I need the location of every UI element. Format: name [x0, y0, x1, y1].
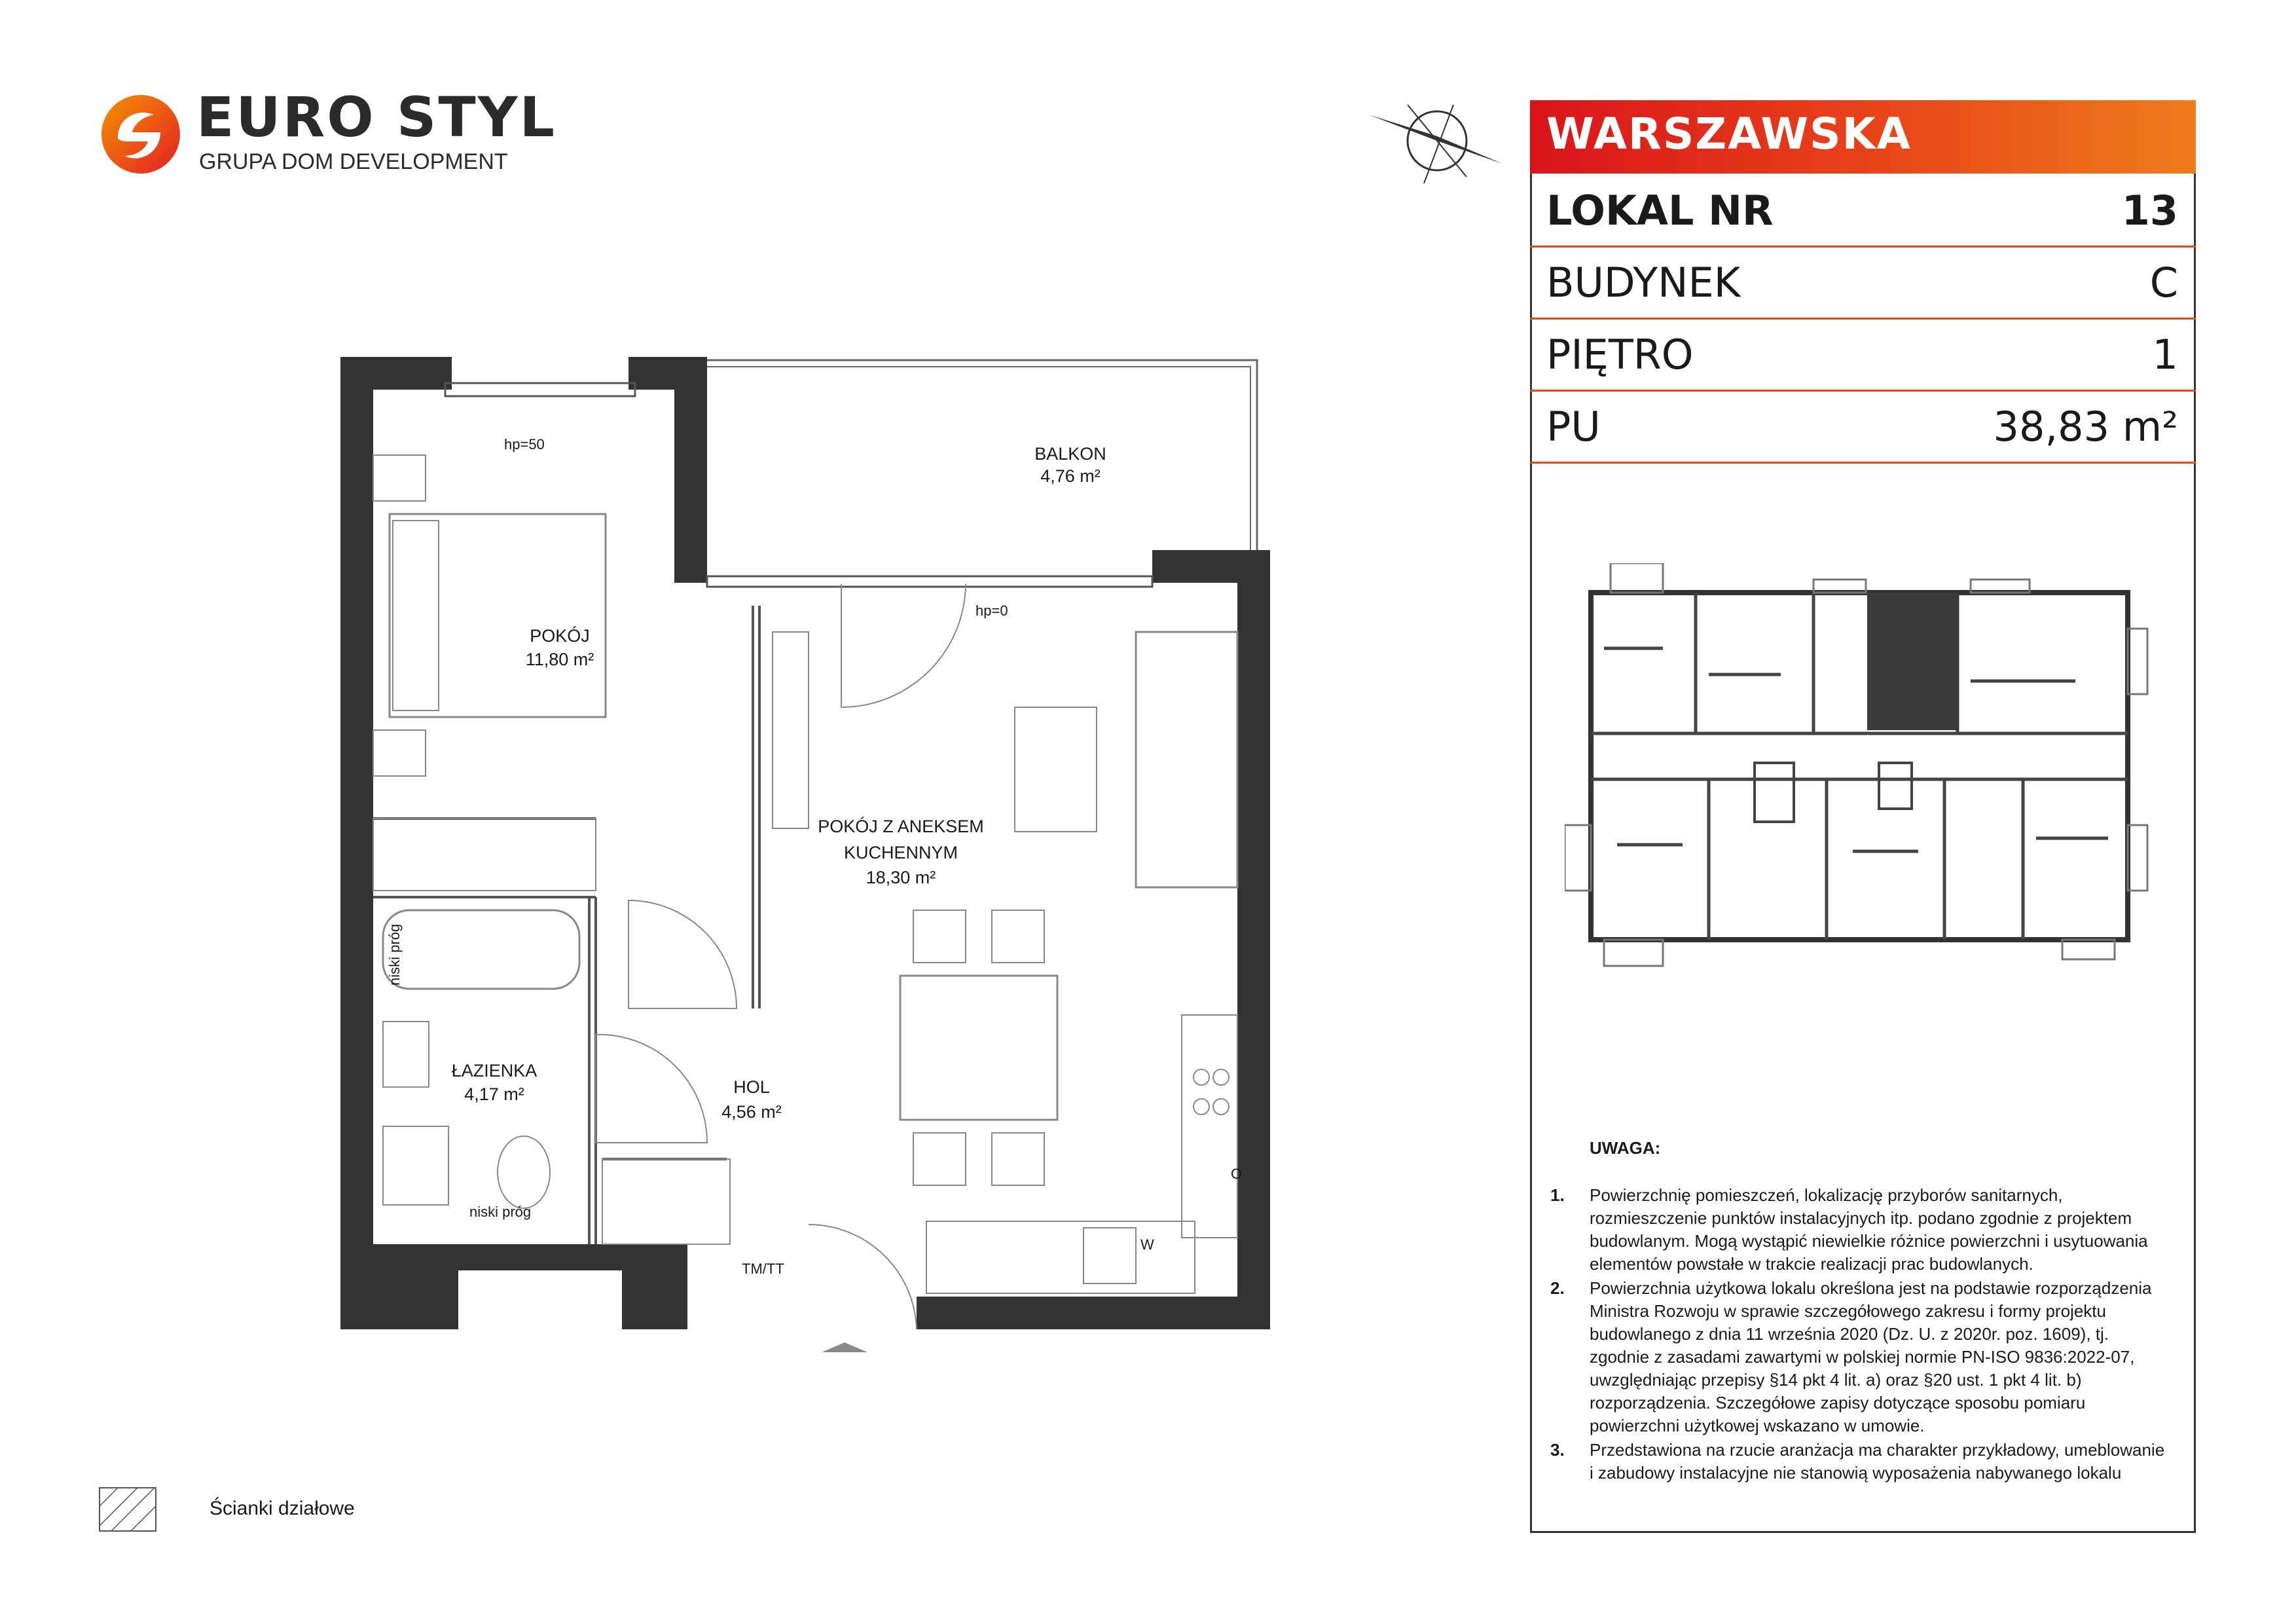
note-number: 3.: [1550, 1440, 1565, 1460]
vent-label: O: [1231, 1166, 1243, 1182]
low-threshold-label: niski próg: [386, 923, 403, 986]
row-divider: [1530, 318, 2196, 320]
note-text: Przedstawiona na rzucie aranżacja ma charakter przykładowy, umeblowanie i zabudowy instalacyjne nie stanowią wyposażenia nabywanego lokalu: [1590, 1440, 2165, 1483]
compass: [1362, 92, 1512, 190]
meter-label: TM/TT: [742, 1261, 784, 1277]
usable-area-value: 38,83 m²: [1993, 403, 2178, 451]
note-text: Powierzchnię pomieszczeń, lokalizację przyborów sanitarnych, rozmieszczenie punktów instalacyjnych itp. podano zgodnie z projektem budowlanym. Mogą wystąpić niewielkie różnice powierzchni i usytuowania elementów powstałe w trakcie realizacji prac budowlanych.: [1590, 1185, 2148, 1274]
note-number: 1.: [1550, 1185, 1565, 1205]
building-label: BUDYNEK: [1546, 259, 1741, 306]
building-value: C: [2149, 259, 2178, 306]
brand-name: EURO STYL: [196, 85, 557, 149]
room-name-balcony: BALKON: [1034, 444, 1106, 464]
unit-number-value: 13: [2121, 187, 2178, 234]
investment-name: WARSZAWSKA: [1546, 109, 1912, 159]
room-area-hall: 4,56 m²: [721, 1102, 782, 1122]
room-area-living: 18,30 m²: [866, 868, 936, 887]
row-divider: [1530, 462, 2196, 464]
euro-styl-logo-icon: [98, 92, 183, 177]
unit-number-label: LOKAL NR: [1546, 187, 1774, 234]
legend-label: Ścianki działowe: [210, 1498, 355, 1519]
room-name-bathroom: ŁAZIENKA: [451, 1061, 538, 1080]
sill-height-label: hp=0: [975, 602, 1008, 619]
hatch-pattern-icon: [98, 1486, 157, 1532]
sill-height-label: hp=50: [504, 436, 545, 452]
low-threshold-label: niski próg: [469, 1204, 532, 1220]
room-area-bedroom: 11,80 m²: [525, 650, 594, 669]
room-name-living: POKÓJ Z ANEKSEM: [818, 817, 984, 836]
partition-wall-swatch: [98, 1486, 157, 1532]
room-name-living-2: KUCHENNYM: [843, 843, 958, 862]
usable-area-label: PU: [1546, 403, 1601, 451]
key-plan-drawing: [1565, 563, 2154, 976]
room-name-hall: HOL: [733, 1077, 770, 1097]
room-name-bedroom: POKÓJ: [530, 626, 590, 646]
notes-title: UWAGA:: [1590, 1138, 1661, 1158]
room-area-bathroom: 4,17 m²: [464, 1084, 524, 1104]
room-area-balcony: 4,76 m²: [1040, 466, 1101, 486]
water-label: W: [1140, 1236, 1154, 1253]
row-divider: [1530, 246, 2196, 248]
note-text: Powierzchnia użytkowa lokalu określona jest na podstawie rozporządzenia Ministra Rozwoju w sprawie szczegółowego zakresu i formy projektu budowlanego z dnia 11 września 2020 (Dz. U. z 2020r. poz. 1609), tj. zgodnie z zasadami zawartymi w polskiej normie PN-ISO 9836:2022-07, uwzględniając przepisy §14 pkt 4 lit. a) oraz §20 ust. 1 pkt 4 lit. b) rozporządzenia. Szczegółowe zapisy dotyczące sposobu pomiaru powierzchni użytkowej wskazano w umowie.: [1590, 1278, 2152, 1435]
note-number: 2.: [1550, 1278, 1565, 1298]
brand-subtitle: GRUPA DOM DEVELOPMENT: [199, 149, 508, 174]
floor-value: 1: [2152, 331, 2178, 378]
north-arrow-icon: [1362, 92, 1512, 190]
row-divider: [1530, 390, 2196, 392]
building-key-plan: [1565, 563, 2154, 976]
floor-label: PIĘTRO: [1546, 331, 1694, 378]
brand-logo: [98, 92, 183, 177]
